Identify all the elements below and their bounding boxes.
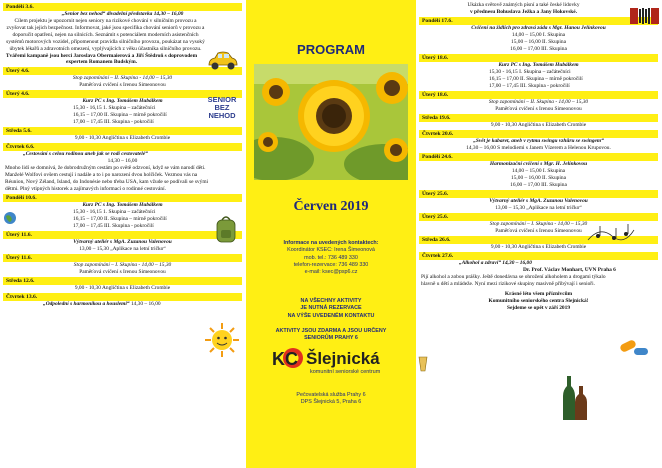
activity-subtitle: 13,00 – 15,30 „Aplikace na letní tričko“ [495, 205, 582, 211]
event-title [3, 301, 242, 308]
activity-subtitle: Paměťová cvičení s Irenou Simeonovou [79, 268, 166, 275]
reservation-line: JE NUTNÁ REZERVACE [300, 305, 362, 312]
day-header: Pondělí 17.6. [419, 17, 658, 25]
event-description: 14,30 – 16,00 S melodiemi s Janem Vízerem a Helenou Krupovou. [466, 145, 611, 151]
reservation-notice [246, 298, 416, 320]
activity-group: 16,00 – 17,00 III. Skupina [510, 182, 567, 188]
day-header: Úterý 4.6. [3, 90, 242, 98]
activity-subtitle: Paměťová cvičení s Irenou Simeonovou [495, 228, 582, 234]
senior-bez-nehod-logo [202, 96, 242, 120]
day-header: Středa 19.6. [419, 114, 658, 122]
activity-group: 16,00 – 17,00 III. Skupina [510, 46, 567, 52]
event-title: „Svět je kabaret, aneb v rytmu swingu vzhůru se swingem“ [473, 138, 604, 144]
activity-title: Stop zapomínání – I. Skupina - 14,00 – 15,30 [73, 261, 172, 268]
backpack-icon [212, 214, 240, 244]
event-time: 14,30 – 16,00 [107, 158, 138, 165]
free-notice [246, 328, 416, 343]
event-description: Ukázka světově známých písní a také české lidovky [467, 2, 580, 8]
contact-info [246, 240, 416, 276]
badge-word: SENIOR [207, 95, 237, 104]
event-speaker: Dr. Prof. Václav Monhart, ÚVN Praha 6 [523, 267, 616, 273]
event-time: 14,30 – 16,00 [130, 300, 161, 307]
glass-icon [418, 356, 428, 372]
activity-group: 15,00 – 16,00 II. Skupina [511, 175, 566, 181]
contact-coordinator: Koordinátor KSEC: Irena Šimeonová [287, 247, 375, 254]
event-name: „Odpolední s harmonikou a houslemi“ [43, 300, 130, 307]
right-column [416, 0, 662, 468]
music-notes-icon [586, 222, 636, 248]
day-header: Úterý 25.6. [419, 213, 658, 221]
course-group: 17,00 – 17,45 III. Skupina - pokročilí [489, 83, 570, 89]
activity-group: 14,00 – 15,00 I. Skupina [511, 32, 566, 38]
course-group: 17,00 – 17,45 III. Skupina - pokročilí [73, 222, 154, 229]
day-header: Úterý 11.6. [3, 254, 242, 262]
closing-line: Krásné léto všem příznivcům [504, 290, 573, 297]
day-header: Pondělí 24.6. [419, 153, 658, 161]
course-group: 16,15 – 17,00 II. Skupina – mírně pokročilí [73, 112, 167, 119]
activity-title: Stop zapomínání – I. Skupina - 14,00 – 15,30 [489, 221, 588, 227]
event-description: v přednesu Bohuslava Ježka a Jany Hokovské. [469, 9, 578, 15]
contact-email[interactable]: e-mail: ksec@psp6.cz [304, 269, 358, 276]
closing-line: Komunitního seniorského centra Šlejnická! [488, 297, 589, 304]
day-header: Čtvrtek 20.6. [419, 130, 658, 138]
reservation-line: NA VÝŠE UVEDENÉM KONTAKTU [287, 312, 375, 319]
course-group: 15,30 - 16,15 1. Skupina – začátečníci [73, 208, 156, 215]
course-group: 15,30 - 16,15 1. Skupina – začátečníci [73, 105, 156, 112]
course-group: 16,15 – 17,00 II. Skupina – mírně pokročilí [73, 215, 167, 222]
event-title: „Cestování s celou rodinou aneb jak se rodí cestovatelé“ [23, 151, 148, 158]
sunflower-photo [254, 64, 408, 180]
day-header: Úterý 18.6. [419, 54, 658, 62]
event-faces: Tvářemi kampaně jsou herci Jaroslava Obermaierová a Jiří Štědroň s doprovodem expertem Romanem Budským. [5, 52, 198, 66]
address-line: DPS Šlejnická 5, Praha 6 [300, 399, 362, 406]
contact-phone: telefon-rezervace: 736 489 330 [293, 261, 369, 268]
day-header: Středa 12.6. [3, 277, 242, 285]
event-title: „Alkohol a zdraví“ 14,30 – 16,00 [459, 260, 532, 266]
sun-icon [204, 322, 240, 358]
bottles-icon [562, 376, 588, 420]
day-header: Čtvrtek 27.6. [419, 252, 658, 260]
day-header: Úterý 25.6. [419, 190, 658, 198]
course-group: 16,15 – 17,00 II. Skupina – mírně pokročilí [489, 76, 583, 82]
address-line: Pečovatelská služba Prahy 6 [296, 392, 366, 398]
activity-title: Stop zapomínání – II. Skupina - 14,00 – 15,30 [72, 75, 173, 82]
activity-subtitle: Paměťová cvičení s Irenou Simeonovou [79, 82, 166, 89]
globe-icon [3, 211, 17, 225]
course-title: Kurz PC s Ing. Tomášem Hubálkem [498, 62, 579, 68]
course-group: 15,30 - 16,15 I. Skupina – začátečníci [489, 69, 571, 75]
event-description: Pijí alkohol a zobou prášky. Ještě donedávna se ohrožení alkoholem a drogami týkalo hlavně u dětí a mládeže. Nyní mezi rizikové skupiny masivně přibývají i senioři. [421, 274, 606, 287]
day-header: Středa 26.6. [419, 236, 658, 244]
course-title: Kurz PC s Ing. Tomášem Hubálkem [82, 98, 163, 105]
car-icon [206, 50, 240, 72]
day-header: Čtvrtek 6.6. [3, 143, 242, 151]
day-header: Úterý 11.6. [3, 231, 242, 239]
day-header: Pondělí 3.6. [3, 3, 242, 11]
program-title: PROGRAM [297, 42, 365, 57]
free-line: SENIORŮM PRAHY 6 [304, 335, 358, 342]
logo-name: Šlejnická [306, 349, 380, 368]
reservation-line: NA VŠECHNY AKTIVITY [300, 298, 362, 304]
logo-subtitle: komunitní seniorské centrum [310, 369, 381, 375]
activity-title: 9,00 - 10,30 Angličtina s Elizabeth Crombie [490, 244, 587, 250]
contact-mobile: mob. tel.: 736 489 330 [304, 254, 358, 261]
course-title: Kurz PC s Ing. Tomášem Hubálkem [82, 201, 163, 208]
activity-title: Výtvarný ateliér s MgA. Zuzanou Valenovou [489, 198, 588, 204]
event-title: „Senior bez nehod“ divadelní představka 14,30 – 16,00 [61, 11, 184, 17]
event-description: Cílem projektu je upozornit nejen seniory na rizikové chování v silničním provozu a zvyšovat tak jejich bezpečnost. Informovat, jaké jsou specifika chování seniorů v provozu a doporučit opatření, nejen na silnicích. Seznámit s potenciálem moderních asistenčních systémů motorových vozidel, připomenout pravidla silničního provozu, poukázat na vysoký úbytek lékařů a zdravotních omezení, vyplývajících z věku účastníka silničního provozu. [6, 18, 205, 52]
activity-group: 14,00 – 15,00 I. Skupina [511, 168, 566, 174]
center-panel [246, 0, 416, 468]
activity-title: Harmonizační cvičení s Mgr. H. Jelínkovou [489, 161, 588, 167]
day-header: Úterý 4.6. [3, 67, 242, 75]
badge-word: NEHOD [208, 111, 236, 120]
day-header: Středa 5.6. [3, 127, 242, 135]
contact-heading: Informace na uvedených kontaktech: [283, 240, 379, 246]
course-group: 17,00 – 17,45 III. Skupina - pokročilí [73, 119, 154, 126]
closing-line: Sejdeme se opět v září 2019 [506, 304, 571, 311]
day-header: Úterý 18.6. [419, 91, 658, 99]
activity-title: Cvičení na židlích pro zdravá záda s Mgr. Hanou Jelínkovou [471, 25, 606, 31]
pills-icon [616, 338, 650, 360]
activity-title: Výtvarný ateliér s MgA. Zuzanou Valenovou [73, 238, 172, 245]
activity-title: 9,00 - 10,30 Angličtina s Elizabeth Crombie [74, 135, 171, 142]
activity-title: 9,00 - 10,30 Angličtina s Elizabeth Crombie [490, 122, 587, 128]
logo-mark-icon [272, 345, 306, 371]
day-header: Čtvrtek 13.6. [3, 293, 242, 301]
free-line: AKTIVITY JSOU ZDARMA A JSOU URČENY [275, 328, 387, 334]
address [246, 392, 416, 407]
logo-mark-text: KC [272, 349, 298, 369]
accordion-icon [628, 2, 660, 28]
badge-word: BEZ [214, 103, 230, 112]
left-column [0, 0, 246, 468]
kc-slejnicka-logo [272, 345, 390, 377]
activity-group: 15,00 – 16,00 II. Skupina [511, 39, 566, 45]
activity-title: 9,00 - 10,30 Angličtina s Elizabeth Crombie [74, 284, 171, 291]
day-header: Pondělí 10.6. [3, 194, 242, 202]
activity-title: Stop zapomínání – II. Skupina - 14,00 – 15,30 [488, 99, 589, 105]
month-title: Červen 2019 [293, 199, 369, 214]
activity-subtitle: Paměťová cvičení s Irenou Simeonovou [495, 106, 582, 112]
activity-subtitle: 13,00 – 15,30 „Aplikace na letní tričko“ [79, 245, 166, 252]
event-description: Mnoho lidí se domnívá, že dobrodružným cestám po světě odzvoní, když se vám narodí děti. Manželé Wolfovi ovšem cestují i nadále a to i po narození dvou holčiček. Vezmou vás na Réunion, Nový Zéland, Island, do Indonésie nebo třeba USA, kam vžude se podívali se svými dětmi. Plný vtipných historek a zajímavých informací o rodinné cestování. [5, 165, 209, 193]
